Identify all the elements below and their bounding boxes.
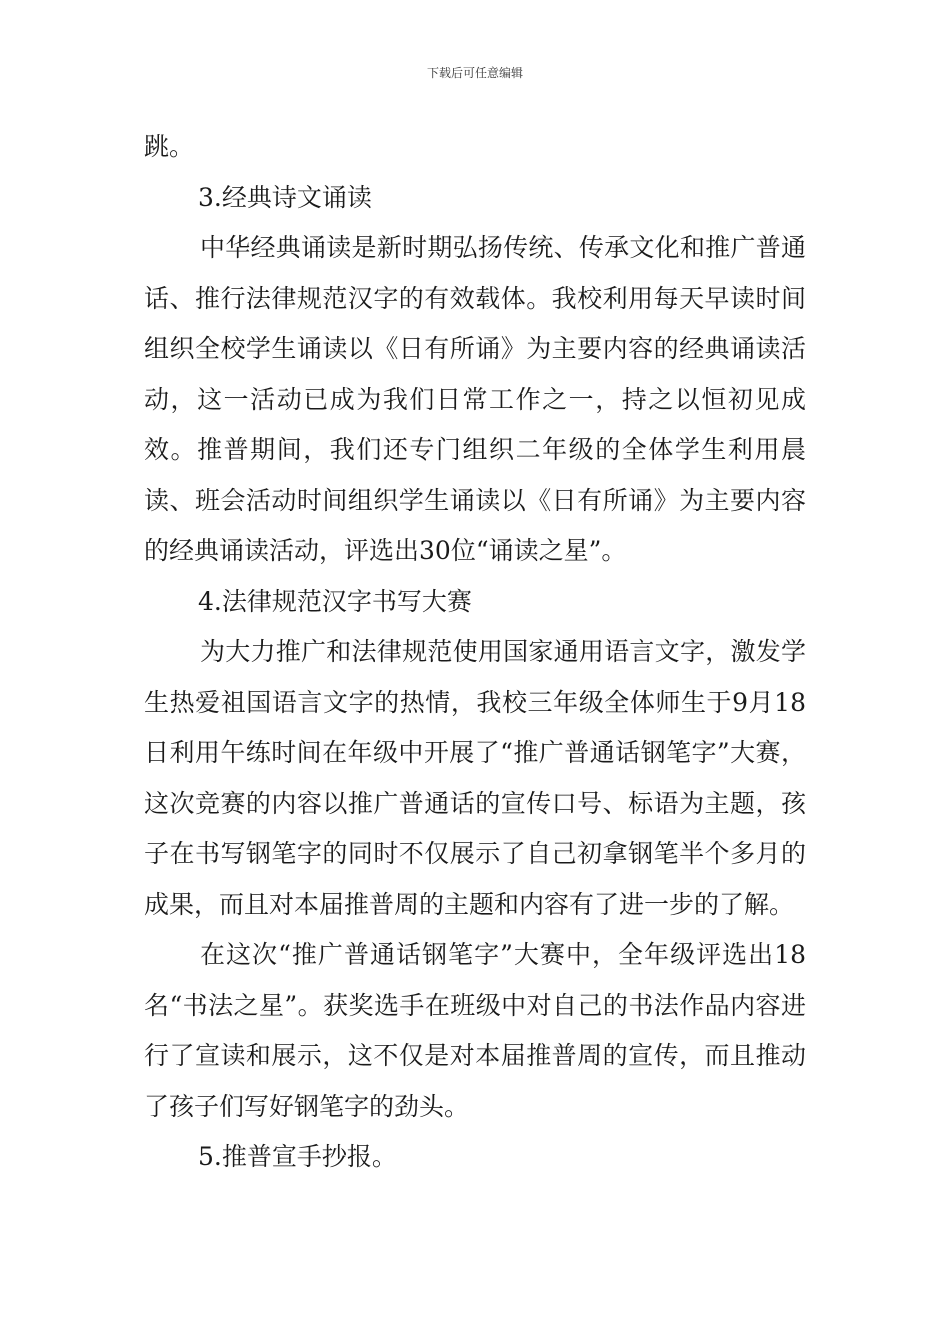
paragraph-classic-recitation: 中华经典诵读是新时期弘扬传统、传承文化和推广普通话、推行法律规范汉字的有效载体。我校利用每天早读时间组织全校学生诵读以《日有所诵》为主要内容的经典诵读活动，这一活动已成为我们日常工作之一，持之以恒初见成效。推普期间，我们还专门组织二年级的全体学生利用晨读、班会活动时间组织学生诵读以《日有所诵》为主要内容的经典诵读活动，评选出30位“诵读之星”。	[144, 233, 806, 565]
paragraph-handwriting-contest: 为大力推广和法律规范使用国家通用语言文字，激发学生热爱祖国语言文字的热情，我校三年级全体师生于9月18日利用午练时间在年级中开展了“推广普通话钢笔字”大赛，这次竞赛的内容以推广普通话的宣传口号、标语为主题，孩子在书写钢笔字的同时不仅展示了自己初拿钢笔半个多月的成果，而且对本届推普周的主题和内容有了进一步的了解。	[144, 637, 806, 919]
section-heading-classic-recitation: 3.经典诗文诵读	[198, 182, 372, 212]
section-heading-handwritten-newspaper: 5.推普宣手抄报。	[198, 1142, 397, 1171]
paragraph-calligraphy-stars: 在这次“推广普通话钢笔字”大赛中，全年级评选出18名“书法之星”。获奖选手在班级中对自己的书法作品内容进行了宣读和展示，这不仅是对本届推普周的宣传，而且推动了孩子们写好钢笔字的劲头。	[144, 940, 806, 1121]
section-heading-handwriting-contest: 4.法律规范汉字书写大赛	[198, 586, 472, 616]
continued-paragraph: 跳。	[144, 132, 195, 161]
page-header: 下载后可任意编辑	[426, 66, 523, 80]
document-body	[144, 122, 806, 1183]
